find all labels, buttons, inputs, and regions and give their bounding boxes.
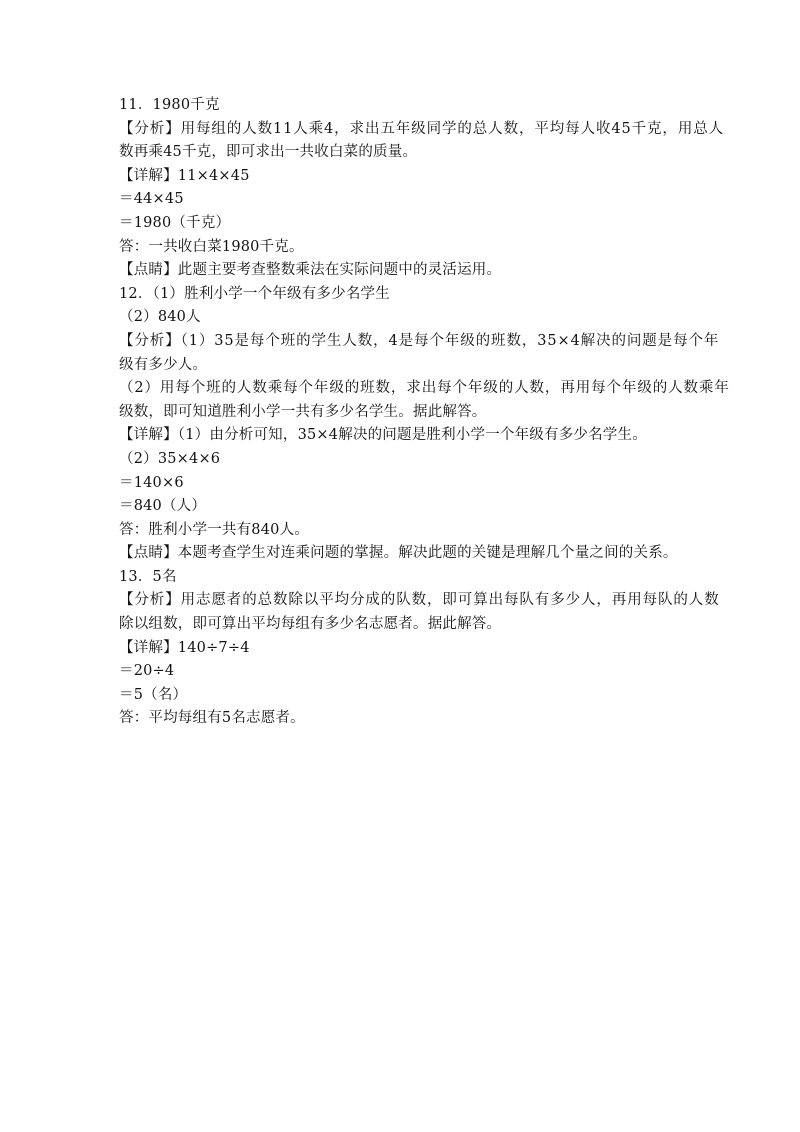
q11-analysis-line-2: 数再乘45千克，即可求出一共收白菜的质量。: [119, 144, 418, 161]
q13-analysis-line-2: 除以组数，即可算出平均每组有多少名志愿者。据此解答。: [119, 616, 502, 633]
q11-solution-line-3: ＝1980（千克）: [119, 214, 231, 231]
answer-document: [119, 94, 730, 731]
q12-analysis-line-4: 级数，即可知道胜利小学一共有多少名学生。据此解答。: [119, 403, 487, 420]
q11-final-answer: 答：一共收白菜1980千克。: [119, 238, 304, 255]
q12-answer-part-2: （2）840人: [119, 309, 201, 326]
q12-solution-line-1: 【详解】（1）由分析可知，35×4解决的问题是胜利小学一个年级有多少名学生。: [119, 427, 647, 444]
q13-solution-line-1: 【详解】140÷7÷4: [119, 639, 250, 656]
q12-final-answer: 答：胜利小学一共有840人。: [119, 521, 309, 538]
q13-solution-line-2: ＝20÷4: [119, 663, 175, 680]
q12-analysis-line-2: 级有多少人。: [119, 356, 208, 373]
q11-comment: 【点睛】此题主要考查整数乘法在实际问题中的灵活运用。: [119, 262, 502, 279]
q12-solution-line-4: ＝840（人）: [119, 498, 207, 515]
q12-answer-part-1: 12．（1）胜利小学一个年级有多少名学生: [119, 285, 390, 302]
q13-analysis-line-1: 【分析】用志愿者的总数除以平均分成的队数，即可算出每队有多少人，再用每队的人数: [119, 592, 720, 609]
q12-analysis-line-3: （2）用每个班的人数乘每个年级的班数，求出每个年级的人数，再用每个年级的人数乘年: [119, 380, 730, 397]
q11-analysis-line-1: 【分析】用每组的人数11人乘4，求出五年级同学的总人数，平均每人收45千克，用总人: [119, 120, 725, 137]
q12-solution-line-3: ＝140×6: [119, 474, 184, 491]
q11-answer: 11．1980千克: [119, 97, 220, 113]
q11-solution-line-2: ＝44×45: [119, 191, 184, 208]
q13-final-answer: 答：平均每组有5名志愿者。: [119, 710, 305, 727]
q13-answer: 13．5名: [119, 568, 177, 585]
q13-solution-line-3: ＝5（名）: [119, 686, 188, 703]
q11-solution-line-1: 【详解】11×4×45: [119, 167, 250, 184]
q12-comment: 【点睛】本题考查学生对连乘问题的掌握。解决此题的关键是理解几个量之间的关系。: [119, 545, 678, 562]
q12-solution-line-2: （2）35×4×6: [119, 450, 221, 467]
q12-analysis-line-1: 【分析】（1）35是每个班的学生人数，4是每个年级的班数，35×4解决的问题是每个年: [119, 332, 720, 349]
